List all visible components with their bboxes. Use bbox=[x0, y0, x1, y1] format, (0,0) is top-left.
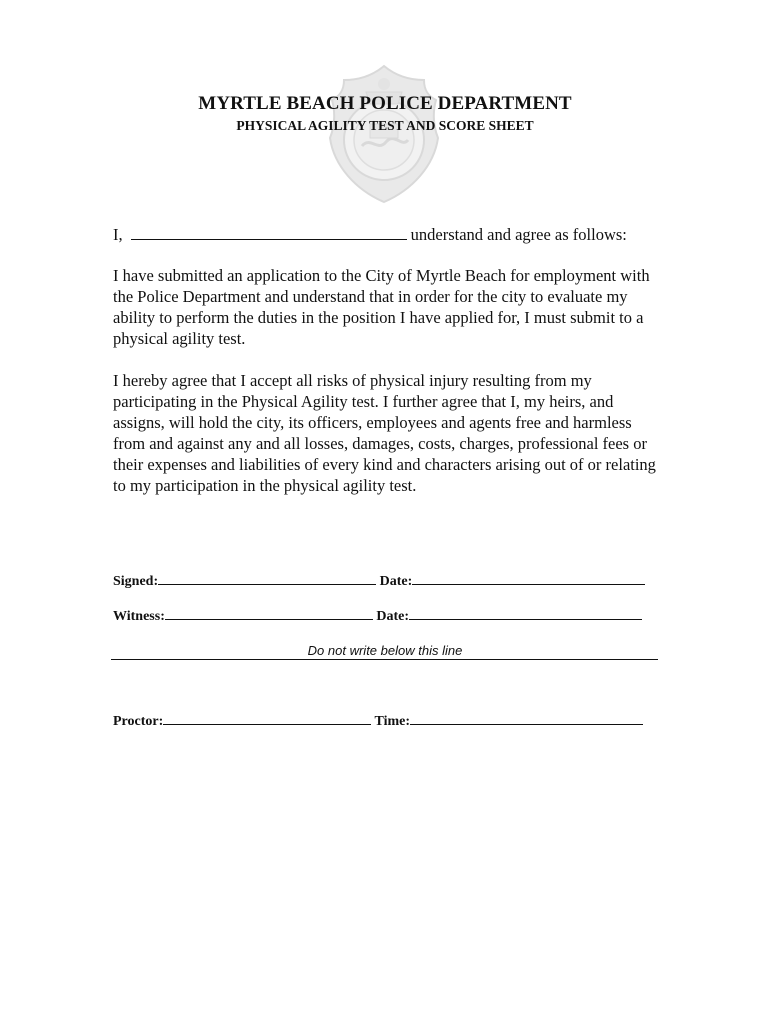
signed-date-label: Date: bbox=[379, 574, 413, 589]
proctor-label: Proctor: bbox=[113, 714, 164, 729]
divider-label: Do not write below this line bbox=[307, 643, 463, 658]
agreement-prefix: I, bbox=[113, 225, 123, 244]
page-title: MYRTLE BEACH POLICE DEPARTMENT bbox=[198, 93, 572, 114]
witness-row bbox=[113, 607, 658, 625]
proctor-row bbox=[113, 712, 658, 730]
witness-date-label: Date: bbox=[376, 609, 410, 624]
name-field[interactable] bbox=[131, 225, 407, 240]
signed-field[interactable] bbox=[158, 572, 376, 585]
signed-row bbox=[113, 572, 658, 590]
agreement-line bbox=[113, 225, 658, 245]
application-paragraph: I have submitted an application to the City of Myrtle Beach for employment with the Police Department and understand that in order for the city to evaluate my ability to perform the duties in the position I have applied for, I must submit to a physical agility test. bbox=[113, 266, 650, 348]
agreement-suffix: understand and agree as follows: bbox=[410, 225, 627, 244]
divider-line bbox=[111, 659, 658, 660]
witness-field[interactable] bbox=[165, 607, 373, 620]
police-badge-icon bbox=[322, 62, 446, 206]
page-subtitle: PHYSICAL AGILITY TEST AND SCORE SHEET bbox=[236, 118, 534, 133]
proctor-field[interactable] bbox=[163, 712, 371, 725]
time-field[interactable] bbox=[410, 712, 643, 725]
signed-label: Signed: bbox=[113, 574, 159, 589]
signed-date-field[interactable] bbox=[412, 572, 645, 585]
waiver-paragraph: I hereby agree that I accept all risks of physical injury resulting from my participating in the Physical Agility test. I further agree that I, my heirs, and assigns, will hold the city, its officers, employees and agents free and harmless from and against any and all losses, damages, costs, charges, professional fees or their expenses and liabilities of every kind and characters arising out of or relating to my participation in the physical agility test. bbox=[113, 371, 656, 495]
witness-date-field[interactable] bbox=[409, 607, 642, 620]
witness-label: Witness: bbox=[113, 609, 165, 624]
time-label: Time: bbox=[374, 714, 411, 729]
